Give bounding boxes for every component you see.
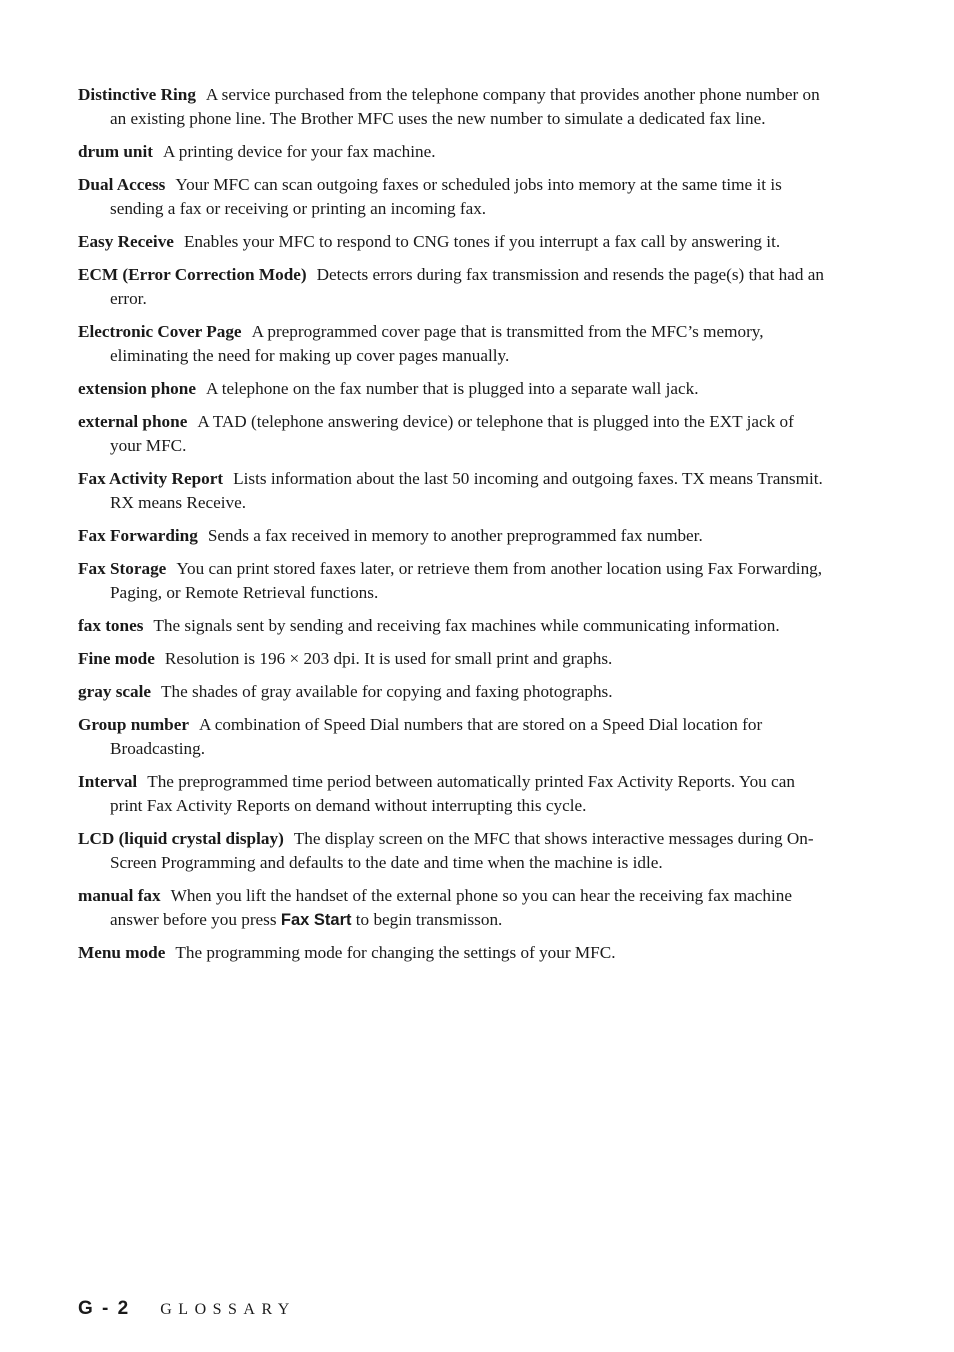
glossary-entry	[78, 770, 826, 818]
glossary-definition: The signals sent by sending and receiving fax machines while communicating information.	[153, 616, 780, 635]
glossary-entry	[78, 557, 826, 605]
glossary-entry	[78, 173, 826, 221]
glossary-definition: A TAD (telephone answering device) or telephone that is plugged into the EXT jack of your MFC.	[110, 412, 794, 455]
fax-start-key-label: Fax Start	[280, 911, 352, 929]
glossary-definition: A preprogrammed cover page that is transmitted from the MFC’s memory, eliminating the need for making up cover pages manually.	[110, 322, 764, 365]
glossary-entry	[78, 320, 826, 368]
glossary-definition: The programming mode for changing the settings of your MFC.	[175, 943, 616, 962]
glossary-term: Menu mode	[78, 943, 166, 962]
glossary-term: extension phone	[78, 379, 196, 398]
glossary-definition: Sends a fax received in memory to another preprogrammed fax number.	[207, 526, 703, 545]
glossary-entry	[78, 83, 826, 131]
glossary-entry	[78, 467, 826, 515]
glossary-term: drum unit	[78, 142, 153, 161]
glossary-list	[78, 83, 826, 974]
glossary-term: Fine mode	[78, 649, 155, 668]
glossary-definition: A combination of Speed Dial numbers that are stored on a Speed Dial location for Broadcasting.	[110, 715, 763, 758]
glossary-definition: to begin transmisson.	[355, 910, 503, 929]
glossary-term: LCD (liquid crystal display)	[78, 829, 284, 848]
glossary-entry	[78, 524, 826, 548]
section-title: GLOSSARY	[160, 1301, 296, 1318]
glossary-term: Fax Forwarding	[78, 526, 198, 545]
page-footer	[78, 1298, 296, 1322]
glossary-definition: Resolution is 196 × 203 dpi. It is used for small print and graphs.	[164, 649, 613, 668]
glossary-definition: A telephone on the fax number that is plugged into a separate wall jack.	[205, 379, 699, 398]
glossary-entry	[78, 230, 826, 254]
glossary-entry	[78, 647, 826, 671]
glossary-entry	[78, 377, 826, 401]
glossary-term: Interval	[78, 772, 138, 791]
glossary-definition: A printing device for your fax machine.	[162, 142, 436, 161]
glossary-entry	[78, 614, 826, 638]
glossary-term: Easy Receive	[78, 232, 174, 251]
glossary-definition: A service purchased from the telephone company that provides another phone number on an existing phone line. The Brother MFC uses the new number to simulate a dedicated fax line.	[110, 85, 820, 128]
glossary-definition: Your MFC can scan outgoing faxes or scheduled jobs into memory at the same time it is sending a fax or receiving or printing an incoming fax.	[110, 175, 782, 218]
glossary-definition: When you lift the handset of the external phone so you can hear the receiving fax machine answer before you press	[110, 886, 792, 929]
glossary-term: external phone	[78, 412, 188, 431]
glossary-term: Group number	[78, 715, 189, 734]
glossary-entry	[78, 410, 826, 458]
glossary-term: Electronic Cover Page	[78, 322, 242, 341]
glossary-entry	[78, 140, 826, 164]
glossary-term: fax tones	[78, 616, 144, 635]
glossary-term: Fax Storage	[78, 559, 167, 578]
glossary-definition: Enables your MFC to respond to CNG tones if you interrupt a fax call by answering it.	[183, 232, 781, 251]
glossary-entry	[78, 827, 826, 875]
glossary-term: ECM (Error Correction Mode)	[78, 265, 307, 284]
glossary-definition: Lists information about the last 50 incoming and outgoing faxes. TX means Transmit. RX means Receive.	[110, 469, 823, 512]
glossary-term: manual fax	[78, 886, 161, 905]
page-number: G - 2	[78, 1298, 131, 1319]
glossary-definition: Detects errors during fax transmission and resends the page(s) that had an error.	[110, 265, 824, 308]
glossary-entry	[78, 713, 826, 761]
glossary-definition: The preprogrammed time period between automatically printed Fax Activity Reports. You can print Fax Activity Reports on demand without interrupting this cycle.	[110, 772, 795, 815]
glossary-definition: The display screen on the MFC that shows interactive messages during On-Screen Programming and defaults to the date and time when the machine is idle.	[110, 829, 814, 872]
glossary-entry	[78, 884, 826, 932]
glossary-definition: You can print stored faxes later, or retrieve them from another location using Fax Forwarding, Paging, or Remote Retrieval functions.	[110, 559, 823, 602]
glossary-term: gray scale	[78, 682, 152, 701]
glossary-term: Fax Activity Report	[78, 469, 224, 488]
glossary-term: Dual Access	[78, 175, 166, 194]
glossary-entry	[78, 941, 826, 965]
glossary-definition: The shades of gray available for copying and faxing photographs.	[161, 682, 613, 701]
glossary-term: Distinctive Ring	[78, 85, 196, 104]
glossary-entry	[78, 263, 826, 311]
glossary-entry	[78, 680, 826, 704]
